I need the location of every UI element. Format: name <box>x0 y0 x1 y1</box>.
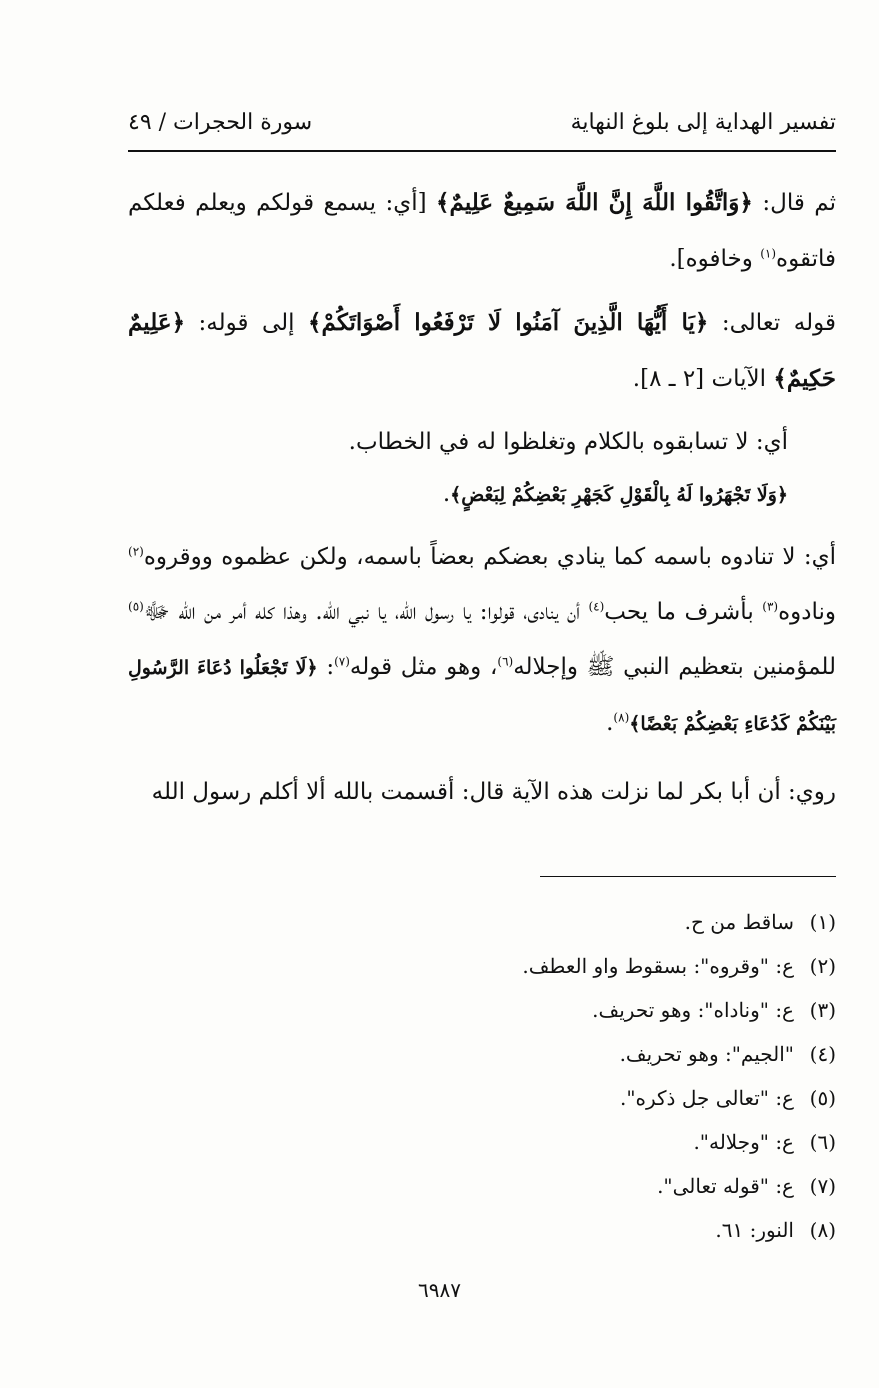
p5-text-5: للمؤمنين بتعظيم النبي ﷺ وإجلاله <box>513 654 837 680</box>
footnote-item <box>128 1120 836 1164</box>
footnote-ref-3: (٣) <box>762 599 779 614</box>
surah-reference: سورة الحجرات / ٤٩ <box>128 110 313 135</box>
footnote-number: (٤) <box>809 1042 836 1066</box>
paragraph-6 <box>128 764 836 820</box>
footnote-ref-4: (٤) <box>588 599 605 614</box>
p2-middle: إلى قوله: <box>185 310 309 336</box>
p5-text-3: بأشرف ما يحب <box>604 599 763 625</box>
footnote-number: (١) <box>809 910 836 934</box>
footnote-item <box>128 1208 836 1252</box>
footnote-rule <box>540 876 836 877</box>
footnote-number: (٣) <box>809 998 836 1022</box>
paragraph-4 <box>128 469 836 520</box>
paragraph-5 <box>128 530 836 752</box>
p5-text-4: أن ينادى، قولوا: يا رسول الله، يا نبي الله. وهذا كله أمر من الله ﷻ <box>143 599 589 625</box>
footnote-ref-8: (٨) <box>613 710 630 725</box>
footnote-item <box>128 944 836 988</box>
p5-text-7: : <box>317 654 335 680</box>
quran-verse: ﴿وَاتَّقُوا اللَّهَ إِنَّ اللَّهَ سَمِيعٌ عَلِيمٌ﴾ <box>436 189 753 216</box>
footnote-ref-5: (٥) <box>128 599 144 614</box>
quran-verse: ﴿عَلِيمٌ حَكِيمٌ﴾ <box>128 309 836 392</box>
footnote-text: ع: "وقروه": بسقوط واو العطف. <box>522 954 794 978</box>
p5-text-2: ونادوه <box>778 599 836 625</box>
footnote-number: (٨) <box>809 1218 836 1242</box>
footnote-item <box>128 900 836 944</box>
header-rule <box>128 150 836 152</box>
paragraph-2 <box>128 295 836 407</box>
quran-verse: ﴿يَا أَيُّهَا الَّذِينَ آمَنُوا لَا تَرْفَعُوا أَصْوَاتَكُمْ﴾ <box>308 309 709 336</box>
footnote-item <box>128 988 836 1032</box>
running-header <box>128 110 836 135</box>
quran-verse: ﴿وَلَا تَجْهَرُوا لَهُ بِالْقَوْلِ كَجَهْرِ بَعْضِكُمْ لِبَعْضٍ﴾ <box>450 484 788 506</box>
p1-intro: ثم قال: <box>752 190 836 216</box>
p5-end: . <box>606 710 614 736</box>
footnote-ref-2: (٢) <box>128 544 144 559</box>
footnote-item <box>128 1076 836 1120</box>
footnote-number: (٧) <box>809 1174 836 1198</box>
paragraph-3 <box>128 417 836 467</box>
footnote-number: (٢) <box>809 954 836 978</box>
footnote-number: (٥) <box>809 1086 836 1110</box>
footnote-text: ساقط من ح. <box>684 910 794 934</box>
p3-text: أي: لا تسابقوه بالكلام وتغلظوا له في الخطاب. <box>348 429 788 455</box>
footnote-text: ع: "قوله تعالى". <box>657 1174 794 1198</box>
main-text <box>128 175 836 820</box>
footnote-text: ع: "وناداه": وهو تحريف. <box>592 998 794 1022</box>
footnote-text: ع: "وجلاله". <box>693 1130 794 1154</box>
p2-intro: قوله تعالى: <box>708 310 836 336</box>
quran-verse: ﴿لَا تَجْعَلُوا دُعَاءَ الرَّسُولِ بَيْنَكُمْ كَدُعَاءِ بَعْضِكُمْ بَعْضًا﴾ <box>128 657 836 735</box>
p1-commentary-end: وخافوه]. <box>669 246 761 272</box>
paragraph-1 <box>128 175 836 287</box>
p4-end: . <box>442 481 451 507</box>
p5-text-1: أي: لا تنادوه باسمه كما ينادي بعضكم بعضاً باسمه، ولكن عظموه ووقروه <box>143 544 836 570</box>
page-number: ٦٩٨٧ <box>418 1278 461 1302</box>
footnote-text: النور: ٦١. <box>715 1218 794 1242</box>
p6-text: روي: أن أبا بكر لما نزلت هذه الآية قال: أقسمت بالله ألا أكلم رسول الله <box>151 779 836 805</box>
p1-commentary: [أي: يسمع قولكم ويعلم فعلكم فاتقوه <box>128 190 836 272</box>
p5-text-6: ، وهو مثل قوله <box>349 654 498 680</box>
footnote-ref-1: (١) <box>760 246 777 261</box>
p2-verse-range: الآيات [٢ ـ ٨]. <box>632 366 774 392</box>
footnote-text: "الجيم": وهو تحريف. <box>619 1042 794 1066</box>
footnote-ref-6: (٦) <box>497 654 514 669</box>
book-title: تفسير الهداية إلى بلوغ النهاية <box>570 110 836 135</box>
footnote-item <box>128 1164 836 1208</box>
footnote-number: (٦) <box>809 1130 836 1154</box>
footnote-ref-7: (٧) <box>334 654 350 669</box>
footnotes <box>128 900 836 1252</box>
footnote-item <box>128 1032 836 1076</box>
footnote-text: ع: "تعالى جل ذكره". <box>619 1086 794 1110</box>
